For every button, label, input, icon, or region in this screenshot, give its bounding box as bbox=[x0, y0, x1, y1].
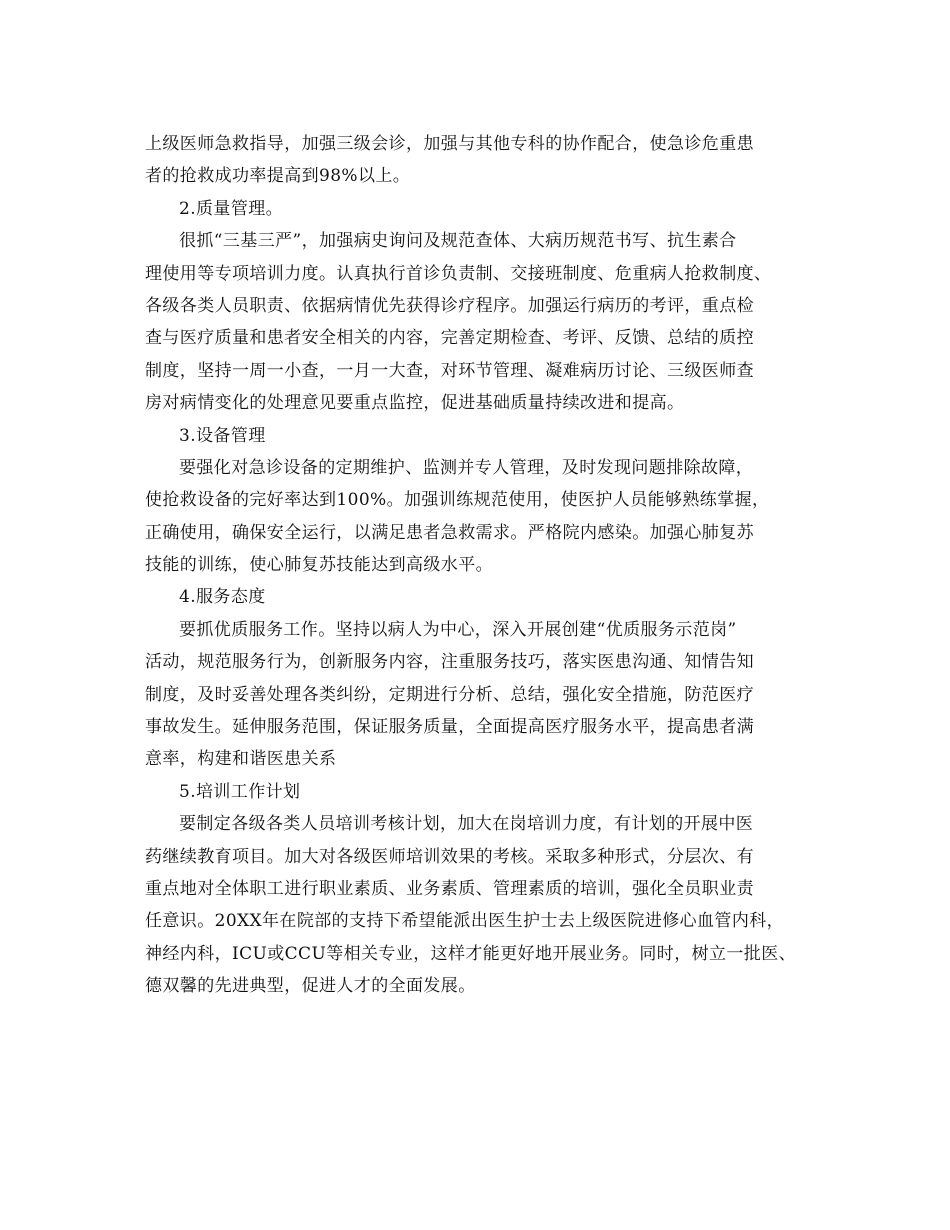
text-line: 德双馨的先进典型，促进人才的全面发展。 bbox=[145, 976, 476, 997]
text-line: 神经内科，ICU或CCU等相关专业，这样才能更好地开展业务。同时，树立一批医、 bbox=[145, 943, 796, 964]
text-line: 5.培训工作计划 bbox=[179, 781, 301, 802]
text-line: 很抓“三基三严”，加强病史询问及规范查体、大病历规范书写、抗生素合 bbox=[179, 231, 737, 252]
text-line: 2.质量管理。 bbox=[179, 198, 284, 219]
text-line: 要抓优质服务工作。坚持以病人为中心，深入开展创建“优质服务示范岗” bbox=[179, 619, 737, 640]
text-line: 查与医疗质量和患者安全相关的内容，完善定期检查、考评、反馈、总结的质控 bbox=[145, 328, 754, 349]
text-line: 3.设备管理 bbox=[179, 425, 266, 446]
text-line: 任意识。20XX年在院部的支持下希望能派出医生护士去上级医院进修心血管内科， bbox=[145, 911, 785, 932]
text-line: 药继续教育项目。加大对各级医师培训效果的考核。采取多种形式，分层次、有 bbox=[145, 846, 754, 867]
text-line: 意率，构建和谐医患关系 bbox=[145, 749, 337, 770]
text-line: 制度，坚持一周一小查，一月一大查，对环节管理、凝难病历讨论、三级医师查 bbox=[145, 360, 754, 381]
text-line: 者的抢救成功率提高到98%以上。 bbox=[145, 166, 411, 187]
text-line: 要制定各级各类人员培训考核计划，加大在岗培训力度，有计划的开展中医 bbox=[179, 814, 754, 835]
text-line: 技能的训练，使心肺复苏技能达到高级水平。 bbox=[145, 555, 493, 576]
text-line: 正确使用，确保安全运行，以满足患者急救需求。严格院内感染。加强心肺复苏 bbox=[145, 522, 754, 543]
text-line: 事故发生。延伸服务范围，保证服务质量，全面提高医疗服务水平，提高患者满 bbox=[145, 717, 754, 738]
document-body bbox=[145, 128, 835, 1003]
text-line: 各级各类人员职责、依据病情优先获得诊疗程序。加强运行病历的考评，重点检 bbox=[145, 295, 754, 316]
text-line: 理使用等专项培训力度。认真执行首诊负责制、交接班制度、危重病人抢救制度、 bbox=[145, 263, 772, 284]
text-line: 上级医师急救指导，加强三级会诊，加强与其他专科的协作配合，使急诊危重患 bbox=[145, 134, 754, 154]
text-line: 活动，规范服务行为，创新服务内容，注重服务技巧，落实医患沟通、知情告知 bbox=[145, 652, 754, 673]
text-line: 制度，及时妥善处理各类纠纷，定期进行分析、总结，强化安全措施，防范医疗 bbox=[145, 684, 754, 705]
text-line: 4.服务态度 bbox=[179, 587, 266, 608]
text-line: 房对病情变化的处理意见要重点监控，促进基础质量持续改进和提高。 bbox=[145, 393, 685, 414]
text-line: 使抢救设备的完好率达到100%。加强训练规范使用，使医护人员能够熟练掌握， bbox=[145, 490, 770, 511]
text-line: 重点地对全体职工进行职业素质、业务素质、管理素质的培训，强化全员职业责 bbox=[145, 878, 754, 899]
text-line: 要强化对急诊设备的定期维护、监测并专人管理，及时发现问题排除故障， bbox=[179, 457, 754, 478]
